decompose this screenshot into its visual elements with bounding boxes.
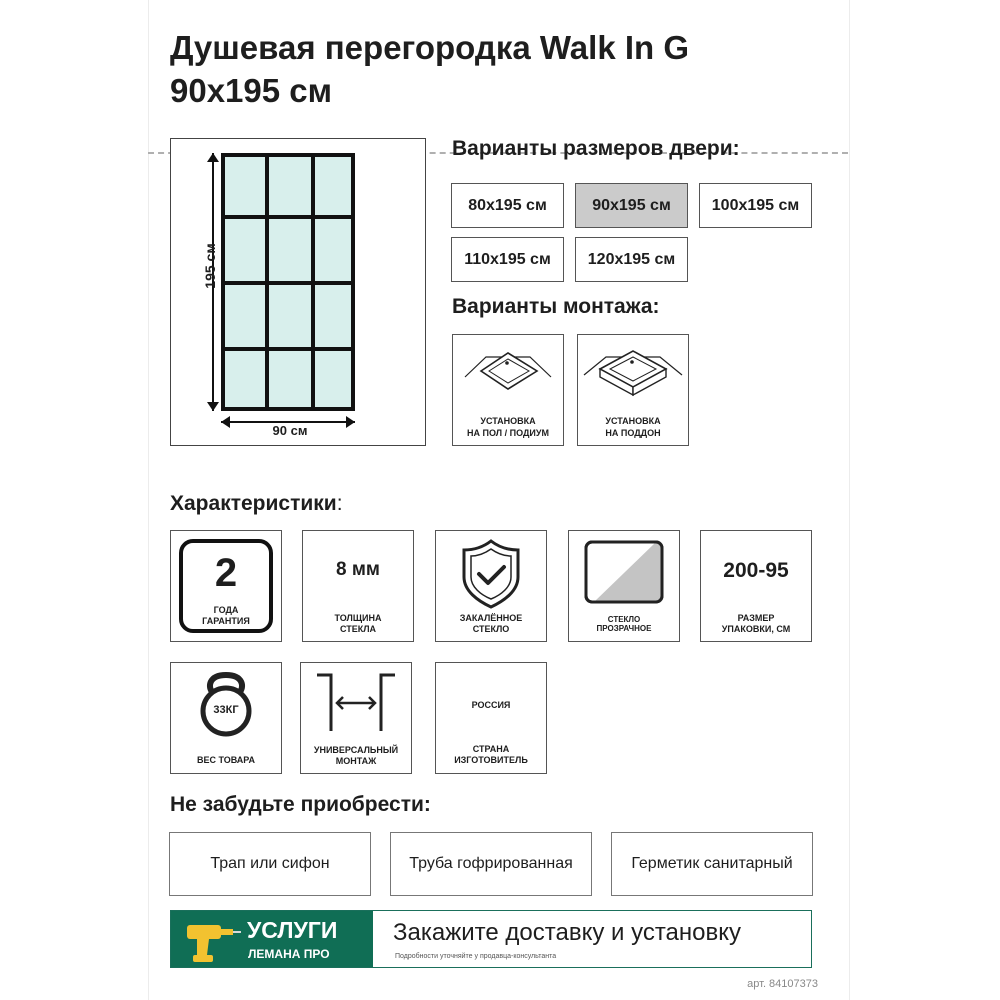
glass-panel-diagram bbox=[221, 153, 355, 411]
thickness-caption-line2: СТЕКЛА bbox=[339, 624, 377, 634]
horizontal-mullion bbox=[225, 281, 351, 285]
spec-universal-mount bbox=[300, 662, 412, 774]
tempered-caption-line1: ЗАКАЛЁННОЕ bbox=[459, 613, 523, 623]
size-option-120x195[interactable]: 120x195 см bbox=[575, 237, 688, 282]
package-size-caption bbox=[701, 613, 811, 635]
specs-heading-text: Характеристики bbox=[170, 492, 337, 515]
related-item-sealant[interactable]: Герметик санитарный bbox=[611, 832, 813, 896]
services-brand-title: УСЛУГИ bbox=[247, 917, 338, 943]
thickness-caption bbox=[303, 613, 413, 635]
package-caption-line1: РАЗМЕР bbox=[737, 613, 775, 623]
warranty-badge bbox=[179, 539, 273, 633]
package-size-value: 200-95 bbox=[723, 559, 789, 582]
mount-option-tray-label bbox=[578, 415, 688, 439]
spec-warranty bbox=[170, 530, 282, 642]
mount-tray-line1: УСТАНОВКА bbox=[605, 416, 661, 426]
weight-caption: ВЕС ТОВАРА bbox=[196, 755, 256, 765]
services-headline: Закажите доставку и установку bbox=[393, 919, 742, 946]
specs-heading bbox=[170, 492, 343, 516]
thickness-caption-line1: ТОЛЩИНА bbox=[334, 613, 382, 623]
thickness-value: 8 мм bbox=[336, 559, 380, 580]
services-brand-block bbox=[171, 911, 373, 967]
tempered-caption-line2: СТЕКЛО bbox=[472, 624, 510, 634]
drill-icon bbox=[175, 911, 245, 967]
floor-mount-icon bbox=[453, 335, 563, 415]
spec-clear-glass bbox=[568, 530, 680, 642]
mount-floor-line2: НА ПОЛ / ПОДИУМ bbox=[467, 428, 549, 438]
width-dimension-label: 90 см bbox=[272, 423, 308, 438]
size-option-110x195[interactable]: 110x195 см bbox=[451, 237, 564, 282]
spec-thickness bbox=[302, 530, 414, 642]
services-brand-subtitle: ЛЕМАНА ПРО bbox=[248, 947, 330, 961]
related-heading: Не забудьте приобрести: bbox=[170, 793, 431, 816]
door-sizes-heading: Варианты размеров двери: bbox=[452, 137, 740, 160]
horizontal-mullion bbox=[225, 215, 351, 219]
weight-value: 33КГ bbox=[213, 704, 239, 716]
spec-package-size bbox=[700, 530, 812, 642]
universal-caption-line2: МОНТАЖ bbox=[335, 756, 377, 766]
title-line-2: 90x195 см bbox=[170, 72, 333, 109]
page-title bbox=[170, 26, 689, 112]
warranty-years: 2 bbox=[214, 551, 238, 595]
universal-caption-line1: УНИВЕРСАЛЬНЫЙ bbox=[313, 745, 399, 755]
universal-mount-caption bbox=[301, 745, 411, 767]
size-option-80x195[interactable]: 80x195 см bbox=[451, 183, 564, 228]
tempered-caption bbox=[436, 613, 546, 635]
related-item-corrugated-pipe[interactable]: Труба гофрированная bbox=[390, 832, 592, 896]
country-caption-line2: ИЗГОТОВИТЕЛЬ bbox=[454, 755, 528, 765]
country-caption bbox=[436, 744, 546, 766]
mount-option-floor[interactable] bbox=[452, 334, 564, 446]
warranty-caption-line2: ГАРАНТИЯ bbox=[202, 616, 250, 626]
size-option-100x195[interactable]: 100x195 см bbox=[699, 183, 812, 228]
mount-tray-line2: НА ПОДДОН bbox=[605, 428, 661, 438]
mount-option-floor-label bbox=[453, 415, 563, 439]
article-number: арт. 84107373 bbox=[747, 978, 818, 990]
size-option-90x195-selected[interactable]: 90x195 см bbox=[575, 183, 688, 228]
specs-heading-colon: : bbox=[336, 492, 343, 515]
mount-option-tray[interactable] bbox=[577, 334, 689, 446]
clear-glass-caption bbox=[569, 615, 679, 633]
services-banner[interactable] bbox=[170, 910, 812, 968]
height-dimension-label: 195 см bbox=[202, 243, 218, 289]
country-caption-line1: СТРАНА bbox=[472, 744, 510, 754]
warranty-caption bbox=[183, 605, 269, 627]
horizontal-mullion bbox=[225, 347, 351, 351]
country-value: РОССИЯ bbox=[471, 700, 511, 710]
mounting-heading: Варианты монтажа: bbox=[452, 295, 660, 318]
clear-glass-icon bbox=[569, 531, 679, 611]
kettlebell-icon bbox=[171, 663, 281, 743]
tray-mount-icon bbox=[578, 335, 688, 415]
package-caption-line2: УПАКОВКИ, СМ bbox=[721, 624, 791, 634]
spec-country bbox=[435, 662, 547, 774]
warranty-caption-line1: ГОДА bbox=[213, 605, 239, 615]
related-item-drain[interactable]: Трап или сифон bbox=[169, 832, 371, 896]
shield-check-icon bbox=[436, 531, 546, 611]
spec-tempered-glass bbox=[435, 530, 547, 642]
title-line-1: Душевая перегородка Walk In G bbox=[170, 29, 690, 66]
clear-glass-caption-line1: СТЕКЛО bbox=[607, 615, 641, 624]
mount-floor-line1: УСТАНОВКА bbox=[480, 416, 536, 426]
services-note: Подробности уточняйте у продавца-консультанта bbox=[395, 953, 557, 960]
clear-glass-caption-line2: ПРОЗРАЧНОЕ bbox=[596, 624, 652, 633]
spec-weight bbox=[170, 662, 282, 774]
universal-mount-icon bbox=[301, 663, 411, 743]
